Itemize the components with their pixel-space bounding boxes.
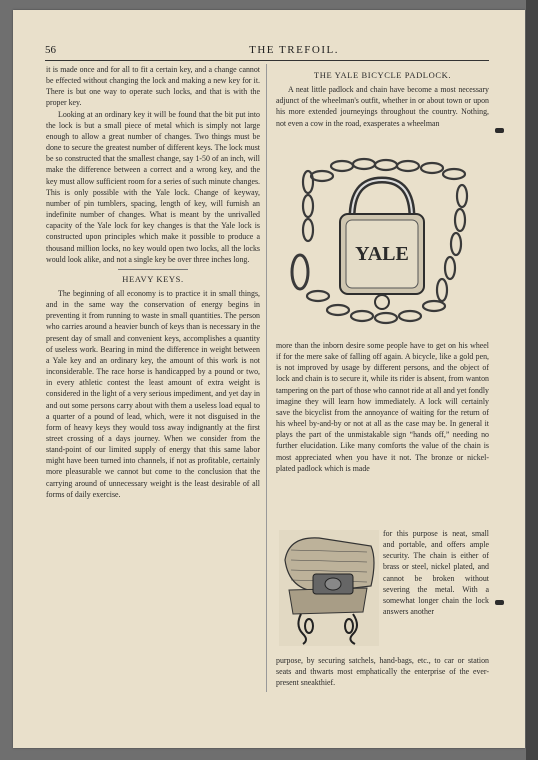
padlock-chain-illustration (282, 156, 482, 334)
paragraph: it is made once and for all to fit a certain key, and a change cannot be effected without changing the lock and making a new key for it. There is but one way to operate such locks, and that is with the proper key. (46, 65, 260, 108)
page-header (45, 44, 489, 56)
right-column-middle (276, 340, 489, 474)
header-rule (45, 60, 489, 61)
paragraph: The beginning of all economy is to practice it in small things, and in the same way the conservation of energy begins in preventing it from running to waste in small quantities. The person who carries around a heavier bunch of keys than is necessary in the present day of small and convenient keys, accomplishes a quantity of useless work. Bearing in mind the difference in weight between a Yale key and an ordinary key, the amount of this work is not inconsiderable. The race horse is handicapped by a pound or two, in every athletic contest the least amount of extra weight is considered in the light of a very serious impediment, and yet day in and out some persons carry about with them a useless load equal to a quarter of a pound of lead, which, were it not disguised in the form of heavy keys they would toss away indignantly at the first street crossing of a days journey. When we consider from the stand-point of our limited supply of energy that this same labor might have been turned into channels, if not as profitable, certainly more pleasurable we cannot but come to the conclusion that the carrying around of unnecessary weight is the least desirable of all forms of daily exercise. (46, 288, 260, 499)
paragraph: more than the inborn desire some people have to get on his wheel if for the mere sake of falling off again. A bicycle, like a gold pen, is not improved by usage by different persons, and the object of lock and chain is to secure it, while its rider is absent, from wanton tampering on the part of those who cannot ride at all and yet fondly imagine they will learn how immediately. A lock will certainly save the bicyclist from the annoyance of waiting for the return of his wheel by-and-by or not at all as the case may be. In general it plays the part of the unmistakable sign “hands off,” needing no further elucidation. Like many comforts the value of the chain is most appreciated when you have it not. The bronze or nickel-plated padlock which is made (276, 341, 489, 473)
binding-tab (495, 600, 504, 605)
lock-engraving: YALE (355, 243, 409, 265)
page-number: 56 (45, 44, 56, 56)
right-column-bottom (276, 655, 489, 688)
section-heading-bicycle-padlock: THE YALE BICYCLE PADLOCK. (313, 70, 452, 80)
scan-edge (526, 0, 538, 760)
seat-padlock-illustration (279, 530, 379, 646)
publication-title: THE TREFOIL. (249, 44, 339, 56)
right-column-top (276, 66, 489, 129)
section-rule (118, 269, 188, 270)
right-column-wrap-text (383, 528, 489, 617)
paragraph: Looking at an ordinary key it will be found that the bit put into the lock is but a small piece of metal which is simply not large enough to allow a great number of changes. Two things must be done to secure the greatest number of different keys. The lock must be so constructed that the smallest change, say 1-50 of an inch, will make the difference between a correct and a wrong key, and the key must allow sufficient room for a series of such minute changes. This is only possible with the Yale lock. Change of keyway, number of pin tumblers, spacing, length of key, will furnish an indefinite number of changes. What is meant by the unrivalled capacity of the Yale lock for key changes is that the Yale lock is constructed upon principles which make it possible to produce a thousand million locks, no key would open two locks, all the locks would look alike, and not a single key be over three inches long. (46, 109, 260, 264)
paragraph: A neat little padlock and chain have become a most necessary adjunct of the wheelman's outfit, whether in or about town or upon his more extended journeyings throughout the country. Nothing, not even a cow in the road, exasperates a wheelman (276, 85, 489, 128)
left-column (46, 64, 260, 500)
column-divider (266, 64, 267, 692)
paragraph: purpose, by securing satchels, hand-bags, etc., to car or station seats and thwarts most emphatically the enterprise of the ever-present sneakthief. (276, 656, 489, 688)
section-heading-heavy-keys: HEAVY KEYS. (122, 273, 184, 284)
paragraph: for this purpose is neat, small and portable, and offers ample security. The chain is either of brass or steel, nickel plated, and cannot be broken without severing the metal. With a somewhat longer chain the lock answers another (383, 529, 489, 617)
binding-tab (495, 128, 504, 133)
